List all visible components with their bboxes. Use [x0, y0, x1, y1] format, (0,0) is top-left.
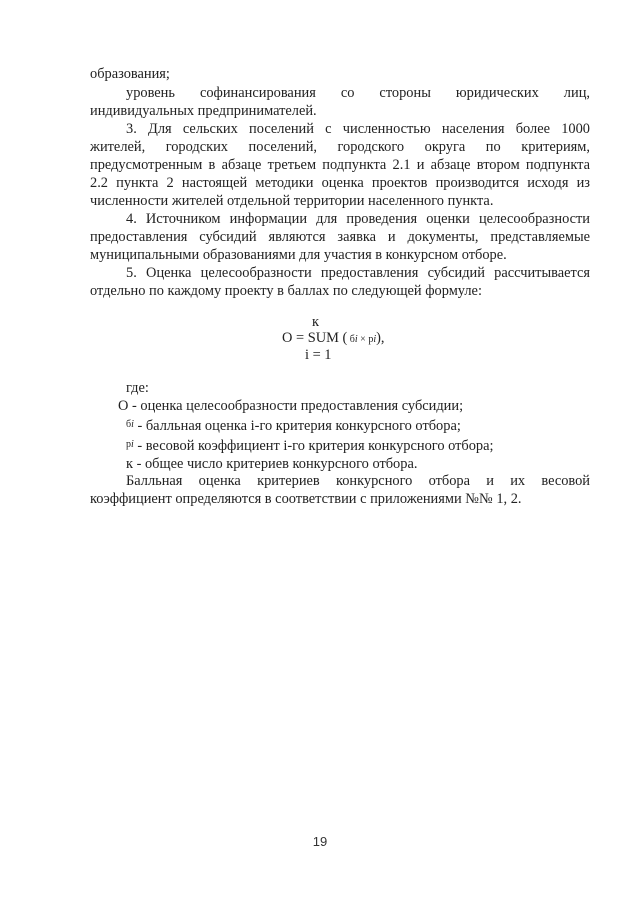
text-line: отдельно по каждому проекту в баллах по следующей формуле:: [90, 283, 482, 299]
b-symbol: бi: [126, 419, 134, 430]
legend-o: О - оценка целесообразности предоставления субсидии;: [118, 398, 464, 414]
text-line: численности жителей отдельной территории населенного пункта.: [90, 193, 494, 209]
text-line: уровень софинансирования со стороны юридических лиц,: [126, 85, 590, 101]
text-line: жителей, городских поселений, городского округа по критериям,: [90, 139, 590, 155]
legend-k: к - общее число критериев конкурсного отбора.: [126, 456, 418, 472]
formula-main: [282, 330, 384, 348]
paragraph-3-line: 3. Для сельских поселений с численностью населения более 1000: [126, 121, 590, 137]
text-line: муниципальными образованиями для участия в конкурсном отборе.: [90, 247, 507, 263]
formula-lower-limit: i = 1: [305, 347, 332, 363]
text-line: образования;: [90, 66, 170, 82]
p-symbol: рi: [126, 439, 134, 450]
page-number: 19: [312, 834, 328, 849]
formula-left: О = SUM (: [282, 330, 348, 346]
legend-b: $^{бi}$ - балльная оценка i-го критерия конкурсного отбора;: [126, 418, 461, 434]
where-label: где:: [126, 380, 149, 396]
formula-right: ),: [376, 330, 385, 346]
final-line: Балльная оценка критериев конкурсного отбора и их весовой: [126, 473, 590, 489]
text-line: 2.2 пункта 2 настоящей методики оценка проектов производится исходя из: [90, 175, 590, 191]
paragraph-5-line: 5. Оценка целесообразности предоставления субсидий рассчитывается: [126, 265, 590, 281]
text-line: индивидуальных предпринимателей.: [90, 103, 317, 119]
paragraph-4-line: 4. Источником информации для проведения оценки целесообразности: [126, 211, 590, 227]
text-line: предоставления субсидий являются заявка и документы, представляемые: [90, 229, 590, 245]
text-line: предусмотренным в абзаце третьем подпункта 2.1 и абзаце втором подпункта: [90, 157, 590, 173]
formula-term: бi × рi: [349, 334, 377, 345]
formula-upper-limit: к: [312, 314, 319, 330]
final-line: коэффициент определяются в соответствии с приложениями №№ 1, 2.: [90, 491, 522, 507]
legend-p: $^{рi}$ - весовой коэффициент i-го критерия конкурсного отбора;: [126, 438, 494, 454]
